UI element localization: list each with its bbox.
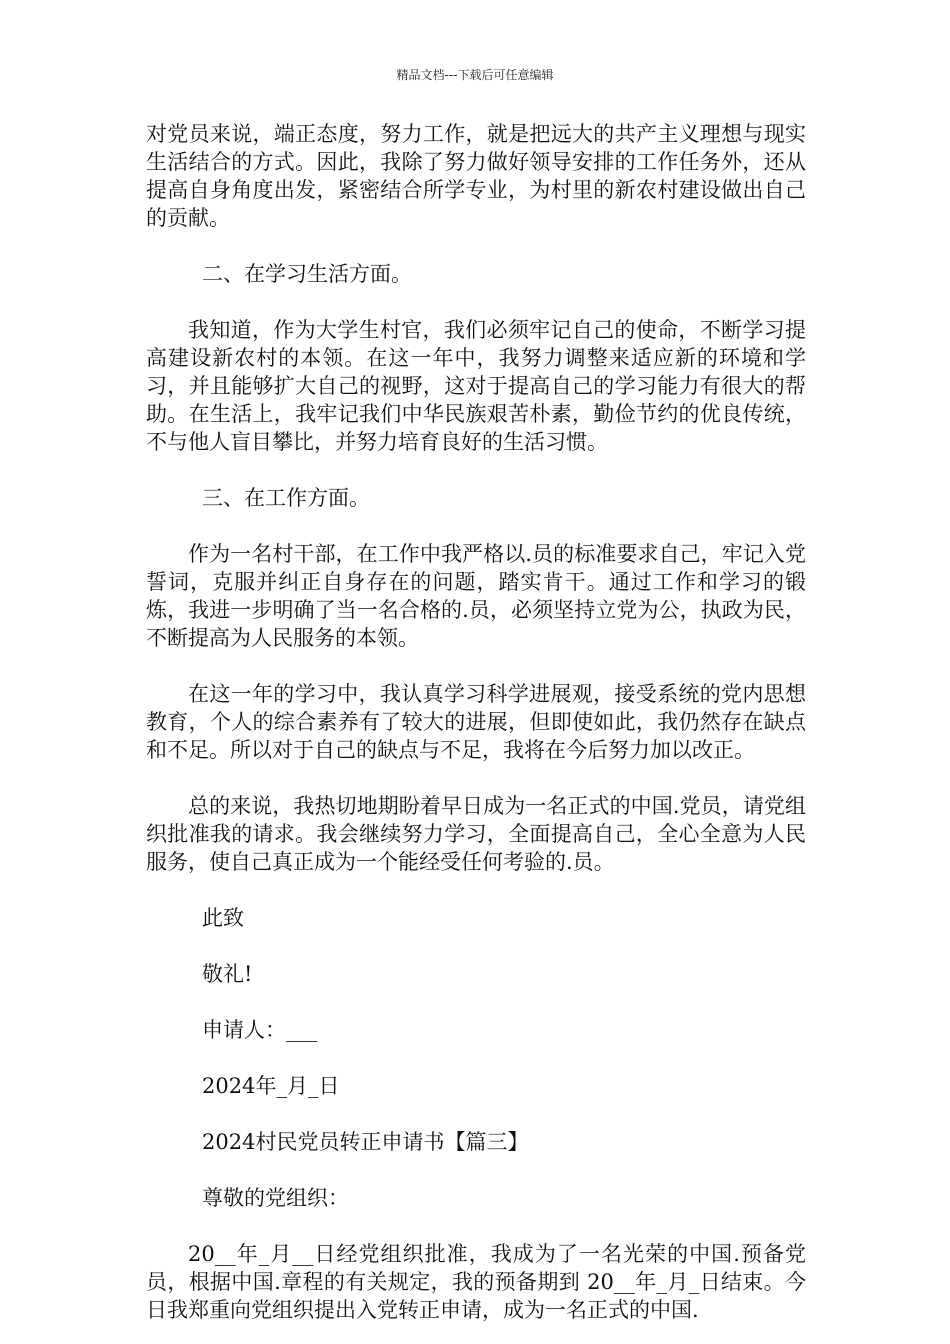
paragraph-probation: 20__年_月__日经党组织批准，我成为了一名光荣的中国.预备党员，根据中国.章程的有关规定，我的预备期到 20__年_月_日结束。今日我郑重向党组织提出入党转正申请，成为一名正式的中国.: [146, 1242, 806, 1322]
applicant-signature: 申请人：___: [202, 1018, 318, 1042]
paragraph-party-member-attitude: 对党员来说，端正态度，努力工作，就是把远大的共产主义理想与现实生活结合的方式。因此，我除了努力做好领导安排的工作任务外，还从提高自身角度出发，紧密结合所学专业，为村里的新农村建设做出自己的贡献。: [146, 122, 806, 230]
page-header: 精品文档---下载后可任意编辑: [396, 68, 554, 82]
section-heading-study-life: 二、在学习生活方面。: [202, 262, 412, 286]
document-section-title: 2024村民党员转正申请书【篇三】: [202, 1130, 529, 1154]
paragraph-shortcomings: 在这一年的学习中，我认真学习科学进展观，接受系统的党内思想教育，个人的综合素养有了较大的进展，但即使如此，我仍然存在缺点和不足。所以对于自己的缺点与不足，我将在今后努力加以改正。: [146, 682, 806, 762]
paragraph-work: 作为一名村干部，在工作中我严格以.员的标准要求自己，牢记入党誓词，克服并纠正自身存在的问题，踏实肯干。通过工作和学习的锻炼，我进一步明确了当一名合格的.员，必须坚持立党为公，执政为民，不断提高为人民服务的本领。: [146, 542, 806, 650]
letter-salutation: 尊敬的党组织：: [202, 1186, 349, 1210]
closing-salutation: 此致: [202, 906, 244, 930]
section-heading-work: 三、在工作方面。: [202, 486, 370, 510]
closing-regards: 敬礼!: [202, 962, 253, 986]
application-date: 2024年_月_日: [202, 1074, 340, 1098]
paragraph-summary: 总的来说，我热切地期盼着早日成为一名正式的中国.党员，请党组织批准我的请求。我会继续努力学习，全面提高自己，全心全意为人民服务，使自己真正成为一个能经受任何考验的.员。: [146, 794, 806, 874]
paragraph-study-life: 我知道，作为大学生村官，我们必须牢记自己的使命，不断学习提高建设新农村的本领。在这一年中，我努力调整来适应新的环境和学习，并且能够扩大自己的视野，这对于提高自己的学习能力有很大的帮助。在生活上，我牢记我们中华民族艰苦朴素，勤俭节约的优良传统，不与他人盲目攀比，并努力培育良好的生活习惯。: [146, 318, 806, 454]
document-body: [146, 120, 806, 1324]
